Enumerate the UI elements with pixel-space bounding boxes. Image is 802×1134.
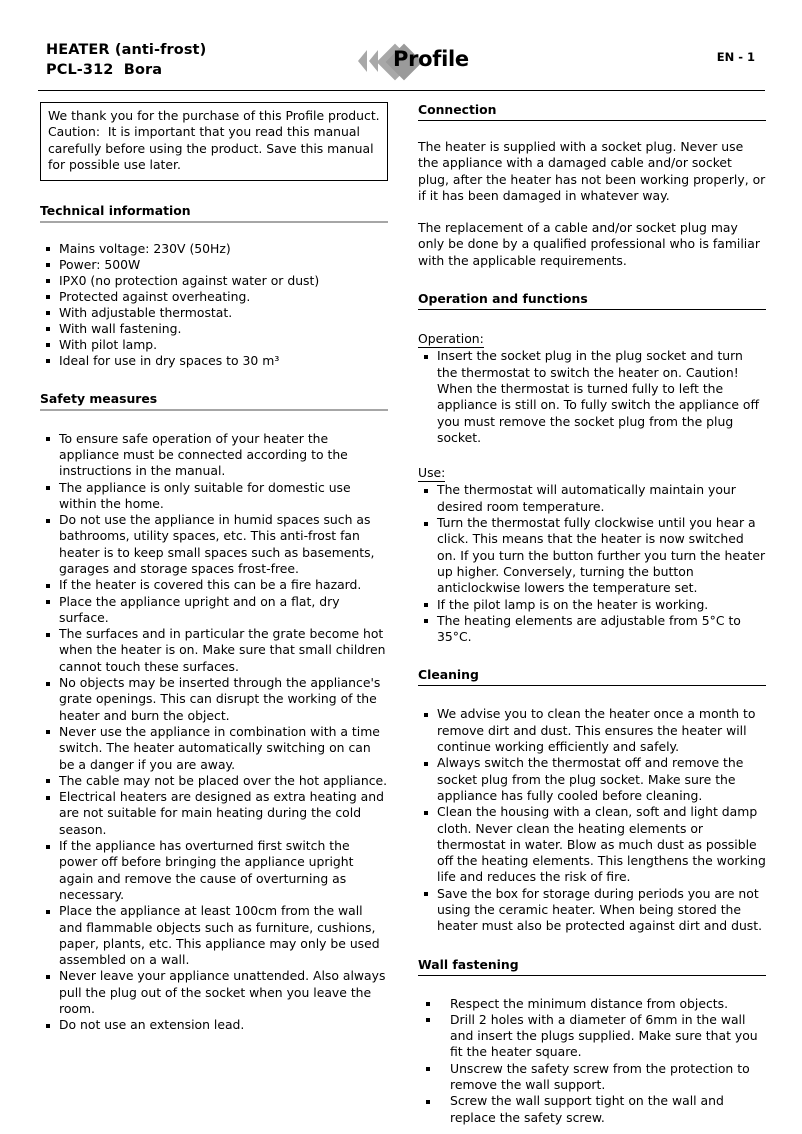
list-item: No objects may be inserted through the appliance's grate openings. This can disrupt the working of the heater and burn the object. <box>40 675 388 724</box>
safety-measures-list <box>40 431 388 1034</box>
list-item: The thermostat will automatically maintain your desired room temperature. <box>418 482 766 515</box>
list-item: Screw the wall support tight on the wall and replace the safety screw. <box>418 1093 766 1126</box>
operation-sublabel: Operation: <box>418 331 484 348</box>
list-item: The heating elements are adjustable from 5°C to 35°C. <box>418 613 766 646</box>
header-titles <box>46 40 206 80</box>
list-item: Never use the appliance in combination with a time switch. The heater automatically switching on can be a danger if you are away. <box>40 724 388 773</box>
section-heading-connection: Connection <box>418 102 766 121</box>
use-list <box>418 482 766 645</box>
list-item: Power: 500W <box>40 257 388 273</box>
list-item: Do not use the appliance in humid spaces such as bathrooms, utility spaces, etc. This anti-frost fan heater is to keep small spaces such as basements, garages and storage spaces frost-free. <box>40 512 388 577</box>
intro-line: carefully before using the product. Save this manual <box>48 140 374 156</box>
page-number: EN - 1 <box>716 50 755 64</box>
section-heading-wall-fastening: Wall fastening <box>418 957 766 976</box>
list-item: Drill 2 holes with a diameter of 6mm in the wall and insert the plugs supplied. Make sure that you fit the heater square. <box>418 1012 766 1061</box>
intro-notice-box <box>40 102 388 181</box>
logo-text: Profile <box>393 47 469 71</box>
list-item: Never leave your appliance unattended. Also always pull the plug out of the socket when you leave the room. <box>40 968 388 1017</box>
cleaning-list <box>418 706 766 934</box>
list-item: Unscrew the safety screw from the protection to remove the wall support. <box>418 1061 766 1094</box>
list-item: Electrical heaters are designed as extra heating and are not suitable for main heating during the cold season. <box>40 789 388 838</box>
list-item: Place the appliance upright and on a flat, dry surface. <box>40 594 388 627</box>
technical-information-list <box>40 241 388 369</box>
list-item: The cable may not be placed over the hot appliance. <box>40 773 388 789</box>
page-header <box>38 40 765 92</box>
list-item: With pilot lamp. <box>40 337 388 353</box>
use-sublabel-wrap <box>418 462 766 482</box>
list-item: The surfaces and in particular the grate become hot when the heater is on. Make sure that small children cannot touch these surfaces. <box>40 626 388 675</box>
list-item: We advise you to clean the heater once a month to remove dirt and dust. This ensures the heater will continue working efficiently and safely. <box>418 706 766 755</box>
intro-line: for possible use later. <box>48 157 181 173</box>
list-item: With wall fastening. <box>40 321 388 337</box>
section-heading-safety-measures: Safety measures <box>40 391 388 411</box>
use-sublabel: Use: <box>418 465 445 482</box>
list-item: With adjustable thermostat. <box>40 305 388 321</box>
section-heading-cleaning: Cleaning <box>418 667 766 686</box>
operation-sublabel-wrap <box>418 328 766 348</box>
intro-line: Caution: It is important that you read this manual <box>48 124 360 140</box>
operation-list <box>418 348 766 446</box>
list-item: If the heater is covered this can be a fire hazard. <box>40 577 388 593</box>
list-item: The appliance is only suitable for domestic use within the home. <box>40 480 388 513</box>
model-number: PCL-312 Bora <box>46 62 163 78</box>
right-column <box>418 102 766 1126</box>
list-item: Clean the housing with a clean, soft and light damp cloth. Never clean the heating elements or thermostat in water. Blow as much dust as possible off the heating elements. This lengthens the working life and reduces the risk of fire. <box>418 804 766 885</box>
list-item: Place the appliance at least 100cm from the wall and flammable objects such as furniture, cushions, paper, plants, etc. This appliance may only be used assembled on a wall. <box>40 903 388 968</box>
list-item: To ensure safe operation of your heater the appliance must be connected according to the instructions in the manual. <box>40 431 388 480</box>
list-item: Protected against overheating. <box>40 289 388 305</box>
header-divider <box>38 90 765 91</box>
left-column <box>40 102 388 1034</box>
list-item: If the appliance has overturned first switch the power off before bringing the appliance upright again and remove the cause of overturning as necessary. <box>40 838 388 903</box>
list-item: Respect the minimum distance from objects. <box>418 996 766 1012</box>
connection-paragraph: The heater is supplied with a socket plug. Never use the appliance with a damaged cable and/or socket plug, after the heater has not been working properly, or if it has been damaged in whatever way. <box>418 139 766 203</box>
list-item: IPX0 (no protection against water or dust) <box>40 273 388 289</box>
list-item: Do not use an extension lead. <box>40 1017 388 1033</box>
section-heading-technical-information: Technical information <box>40 203 388 223</box>
section-heading-operation-and-functions: Operation and functions <box>418 291 766 310</box>
list-item: Mains voltage: 230V (50Hz) <box>40 241 388 257</box>
list-item: Always switch the thermostat off and remove the socket plug from the plug socket. Make sure the appliance has fully cooled before cleaning. <box>418 755 766 804</box>
list-item: Save the box for storage during periods you are not using the ceramic heater. When being stored the heater must also be protected against dirt and dust. <box>418 886 766 935</box>
wall-fastening-list <box>418 996 766 1126</box>
intro-line: We thank you for the purchase of this Profile product. <box>48 108 380 123</box>
chevron-left-icon <box>358 50 367 72</box>
profile-logo <box>358 42 478 84</box>
list-item: Turn the thermostat fully clockwise until you hear a click. This means that the heater is now switched on. If you turn the button further you turn the heater up higher. Conversely, turning the button anticlockwise lowers the temperature set. <box>418 515 766 596</box>
list-item: Ideal for use in dry spaces to 30 m³ <box>40 353 388 369</box>
list-item: Insert the socket plug in the plug socket and turn the thermostat to switch the heater on. Caution! When the thermostat is turned fully to left the appliance is still on. To fully switch the appliance off you must remove the socket plug from the plug socket. <box>418 348 766 446</box>
page-title: HEATER (anti-frost) <box>46 42 207 58</box>
list-item: If the pilot lamp is on the heater is working. <box>418 597 766 613</box>
connection-paragraph: The replacement of a cable and/or socket plug may only be done by a qualified professional who is familiar with the applicable requirements. <box>418 220 760 268</box>
